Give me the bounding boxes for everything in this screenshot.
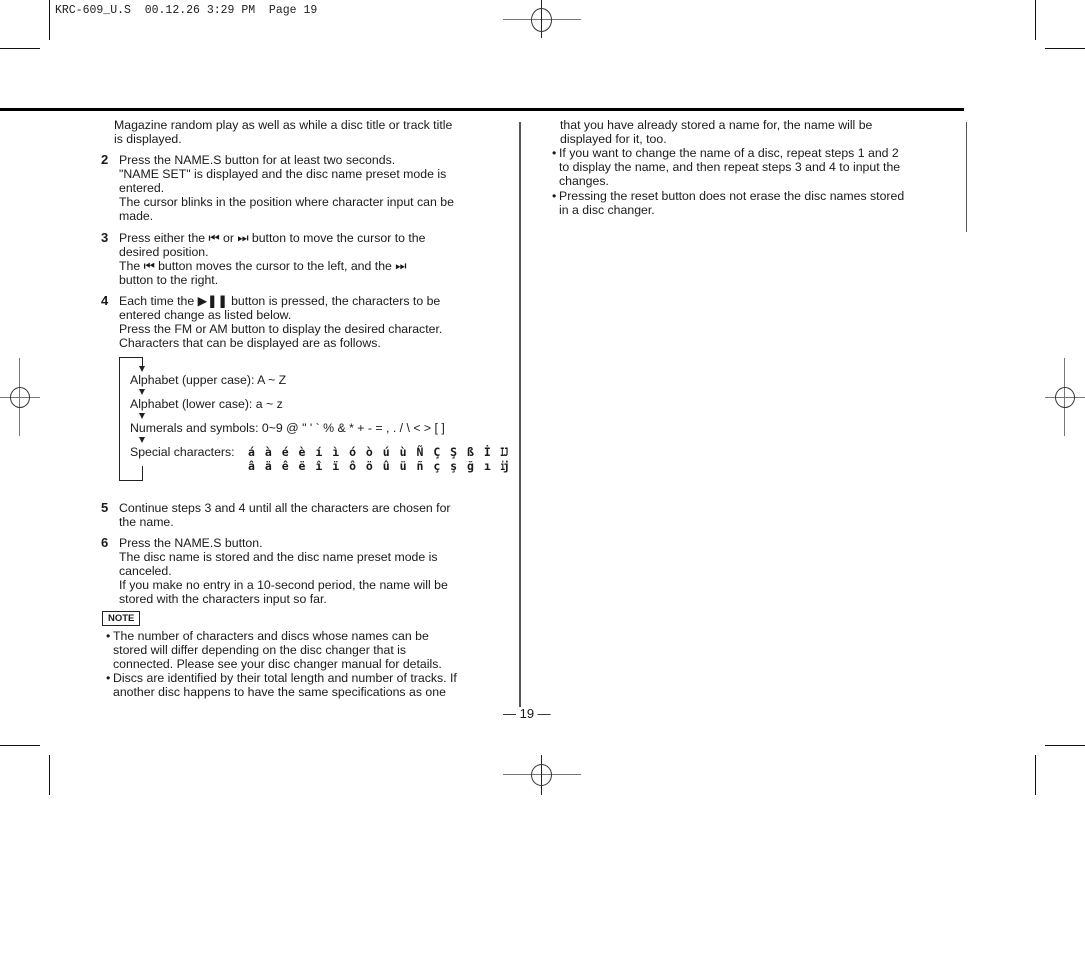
step-number: 4 <box>101 293 109 308</box>
arrow-down-icon <box>139 437 145 443</box>
bullet-icon: • <box>106 671 111 685</box>
print-slug: KRC-609_U.S 00.12.26 3:29 PM Page 19 <box>55 4 318 17</box>
special-characters-row-2: â ä ê ë î ï ô ö û ü ñ ç ş ğ ı ĳ <box>248 459 510 473</box>
header-rule <box>0 108 964 111</box>
bullet-icon: • <box>106 629 111 643</box>
crop-mark-br-horizontal <box>1045 745 1085 746</box>
step-number: 5 <box>101 500 109 515</box>
crop-mark-bl-vertical <box>49 755 50 795</box>
cycle-item-upper: Alphabet (upper case): A ~ Z <box>130 373 287 387</box>
crop-mark-br-vertical <box>1035 755 1036 795</box>
column-divider <box>519 122 521 707</box>
arrow-down-icon <box>139 366 145 372</box>
cycle-item-special: Special characters: <box>130 445 235 459</box>
arrow-down-icon <box>139 413 145 419</box>
bullet-icon: • <box>552 189 557 203</box>
step-number: 3 <box>101 230 109 245</box>
right-margin-rule <box>966 122 967 232</box>
intro-paragraph: Magazine random play as well as while a disc title or track title is displayed. <box>114 118 453 146</box>
crop-mark-tr-vertical <box>1035 0 1036 40</box>
cycle-item-numerals: Numerals and symbols: 0~9 @ " ' ` % & * + - = , . / \ < > [ ] <box>130 421 445 435</box>
special-characters-row-1: á à é è í ì ó ò ú ù Ñ Ç Ş ß İ Ĳ <box>248 445 510 459</box>
cycle-item-lower: Alphabet (lower case): a ~ z <box>130 397 283 411</box>
crop-mark-bl-horizontal <box>0 745 40 746</box>
arrow-down-icon <box>139 389 145 395</box>
crop-mark-tl-horizontal <box>0 48 40 49</box>
step-number: 2 <box>101 152 109 167</box>
crop-mark-tr-horizontal <box>1045 48 1085 49</box>
crop-mark-tl-vertical <box>49 0 50 40</box>
page-number: — 19 — <box>503 706 551 721</box>
step-number: 6 <box>101 535 109 550</box>
bullet-icon: • <box>552 146 557 160</box>
note-label: NOTE <box>102 611 140 626</box>
continuation-paragraph: that you have already stored a name for, the name will be displayed for it, too. <box>560 118 873 146</box>
